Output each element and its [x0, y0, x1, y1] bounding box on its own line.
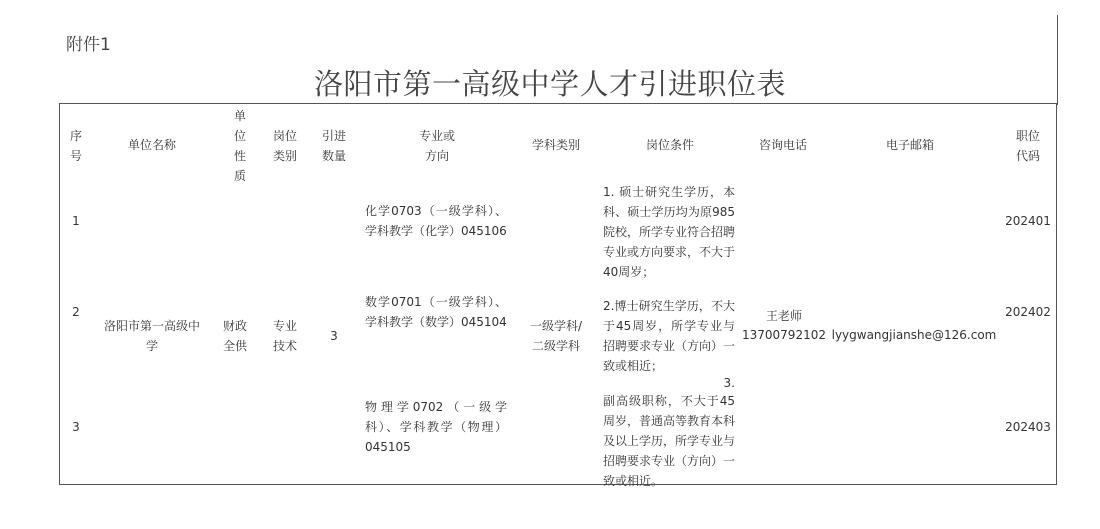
header-post-conditions: 岗位条件 — [645, 138, 694, 152]
header-post-category: 岗位 类别 — [272, 129, 297, 163]
quantity-cell: 3 — [330, 329, 338, 343]
header-quantity: 引进 数量 — [321, 129, 346, 163]
attachment-label: 附件1 — [66, 35, 111, 55]
row-3-seq: 3 — [72, 420, 80, 434]
row-3-code: 202403 — [1005, 420, 1051, 434]
unit-name-cell: 洛阳市第一高级中 学 — [103, 319, 200, 353]
page-title: 洛阳市第一高级中学人才引进职位表 — [313, 67, 786, 101]
post-category-cell: 专业 技术 — [272, 319, 297, 353]
header-subject-category: 学科类别 — [531, 138, 580, 152]
row-3-major: 物理学0702（一级学科）、学科教学（物理）045105 — [365, 400, 507, 454]
contact-phone: 13700792102 — [742, 328, 826, 342]
email-cell: lyygwangjianshe@126.com — [831, 328, 997, 342]
row-1-major: 化学0703（一级学科）、学科教学（化学）045106 — [365, 204, 507, 238]
header-major: 专业或 方向 — [418, 129, 455, 163]
row-1-seq: 1 — [72, 214, 80, 228]
post-condition-1: 1. 硕士研究生学历，本科、硕士学历均为原985院校，所学专业符合招聘专业或方向要求，不大于40周岁； — [603, 185, 736, 279]
row-2-seq: 2 — [72, 305, 80, 319]
post-condition-3: 副高级职称，不大于45周岁，普通高等教育本科及以上学历，所学专业与招聘要求专业（方向）一致或相近。 — [603, 394, 736, 488]
post-condition-3-number: 3. — [723, 376, 735, 390]
row-2-major: 数学0701（一级学科）、学科教学（数学）045104 — [365, 295, 507, 329]
subject-category-cell: 一级学科/ 二级学科 — [529, 319, 583, 353]
header-unit-nature: 单 位 性 质 — [233, 109, 246, 183]
contact-name: 王老师 — [765, 309, 802, 323]
header-email: 电子邮箱 — [885, 138, 934, 152]
post-condition-2: 2.博士研究生学历，不大于45周岁，所学专业与招聘要求专业（方向）一致或相近； — [603, 299, 736, 373]
header-seq: 序 号 — [69, 129, 82, 163]
unit-nature-cell: 财政 全供 — [222, 319, 247, 353]
row-2-code: 202402 — [1005, 305, 1051, 319]
header-phone: 咨询电话 — [758, 138, 807, 152]
job-table — [59, 103, 1057, 485]
header-post-code: 职位 代码 — [1015, 129, 1040, 163]
row-1-code: 202401 — [1005, 214, 1051, 228]
header-unit-name: 单位名称 — [127, 138, 176, 152]
